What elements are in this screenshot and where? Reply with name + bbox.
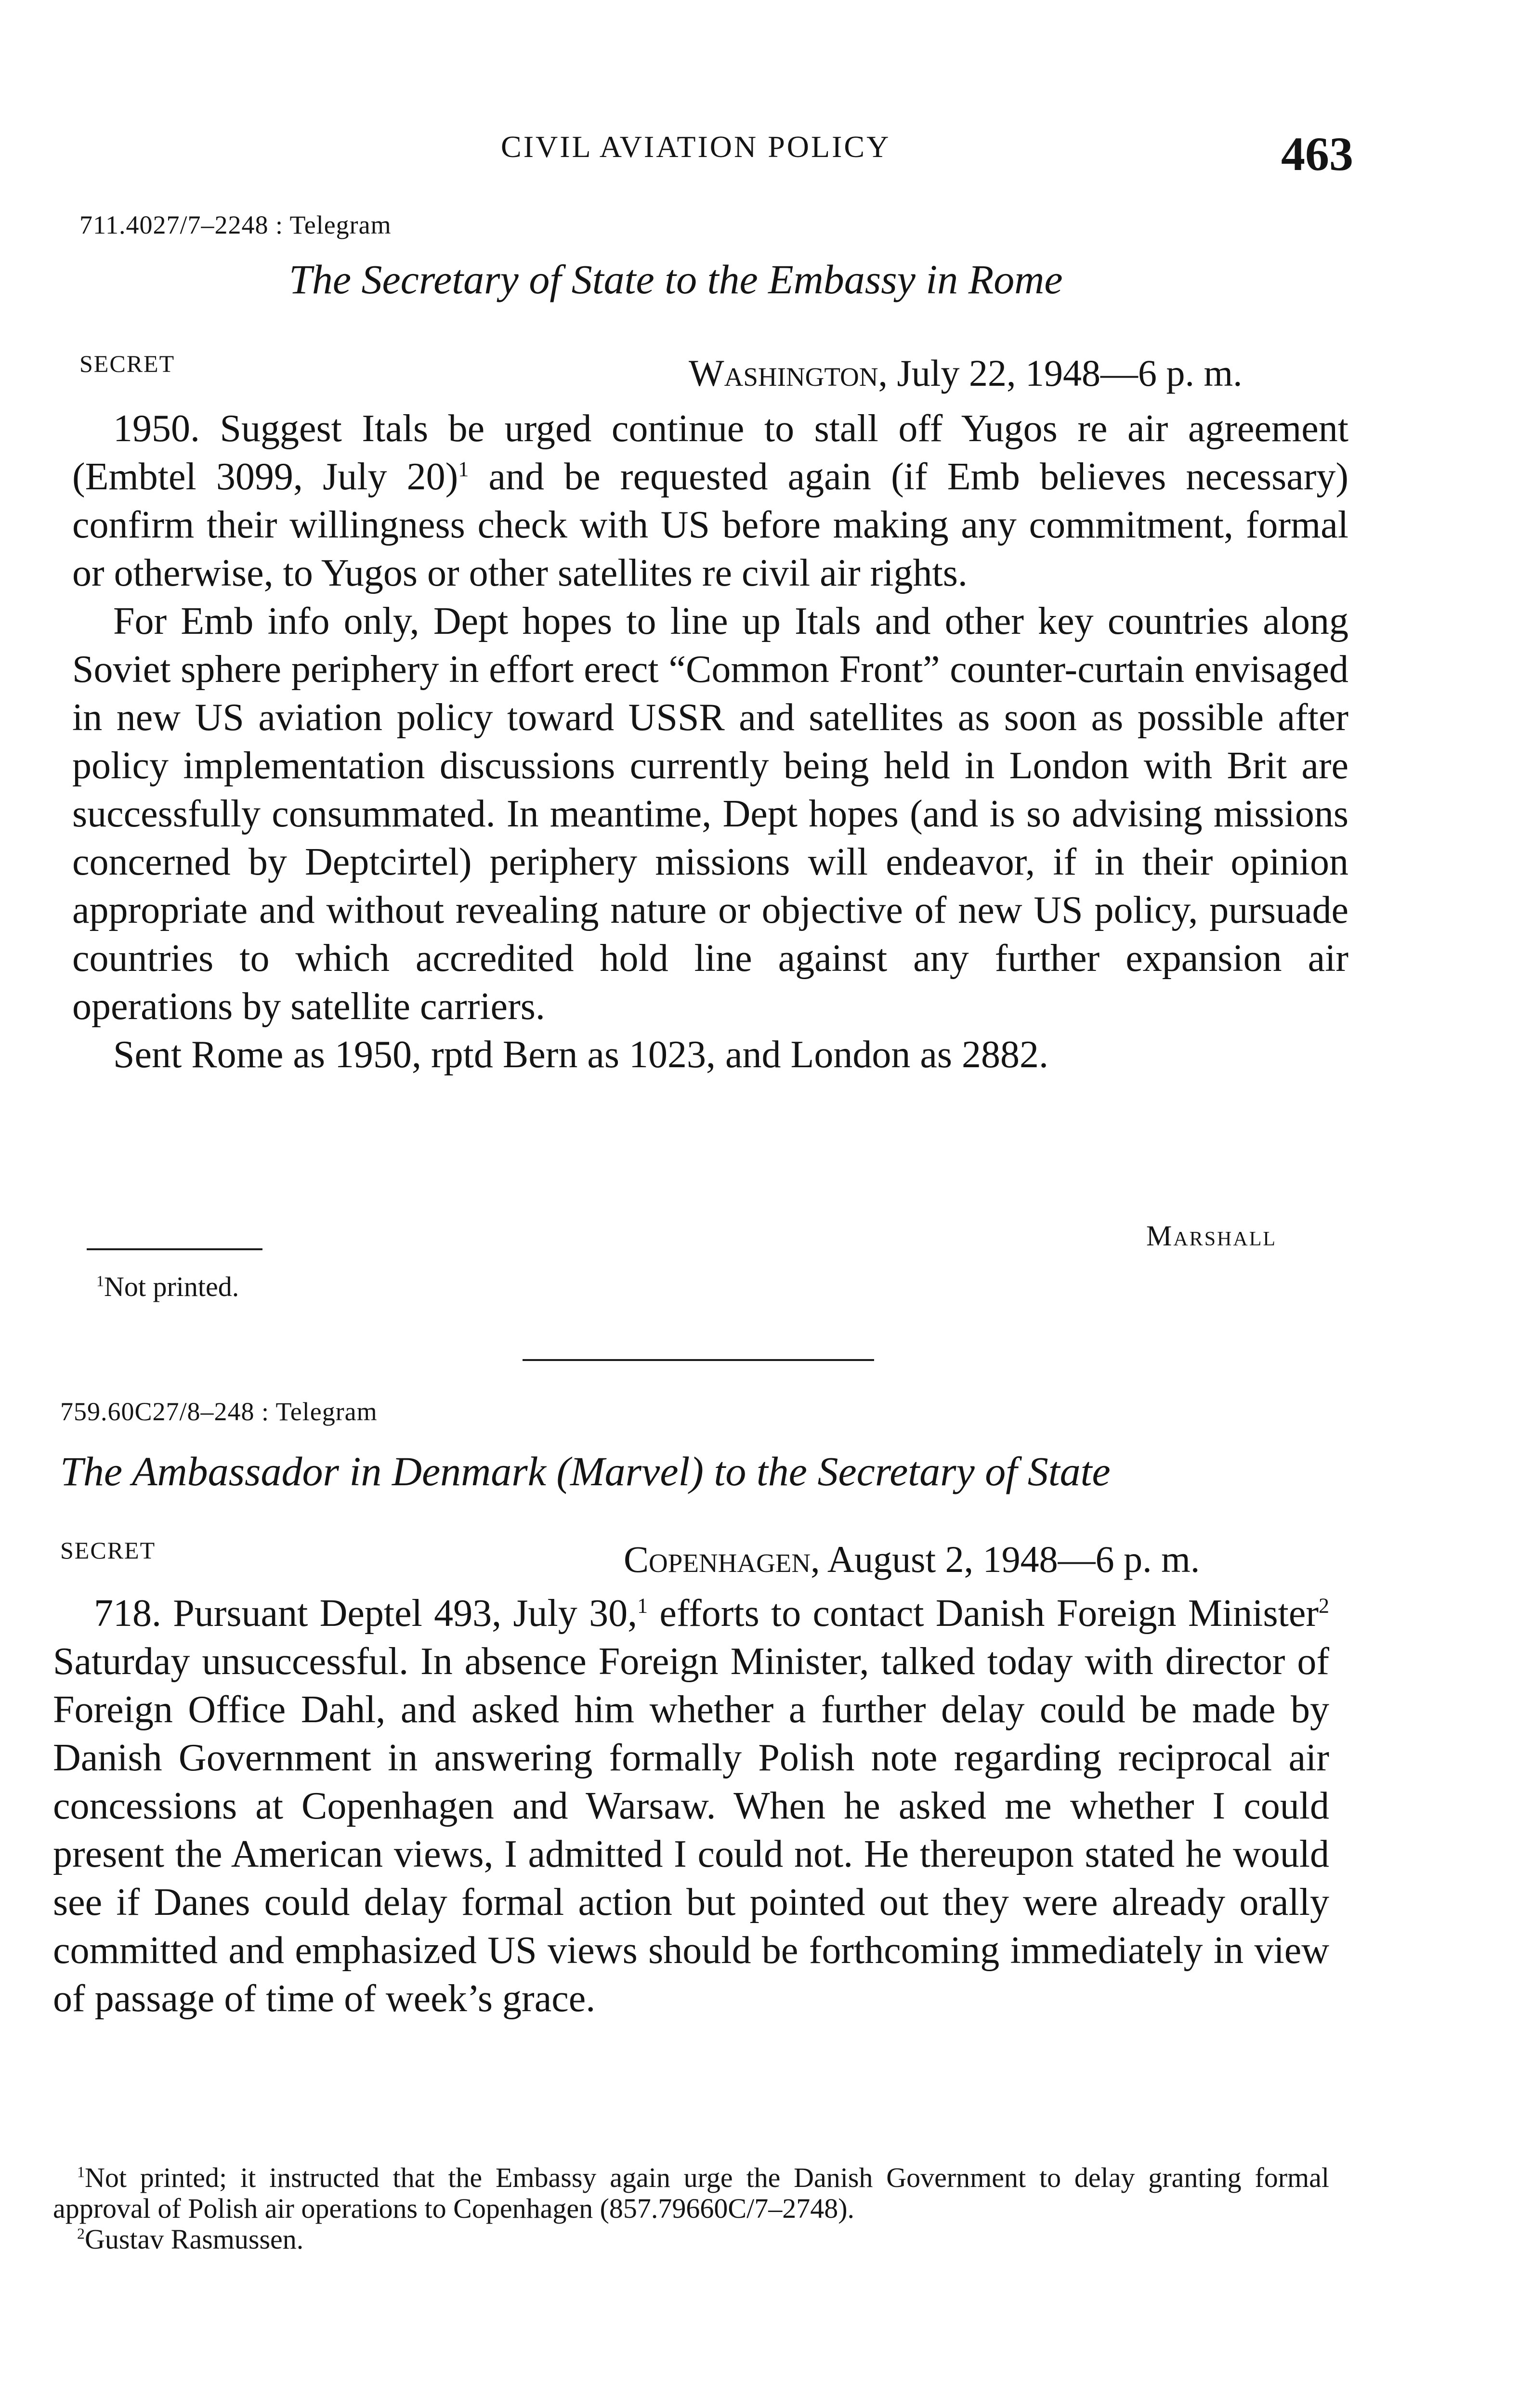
page-number: 463 — [1281, 127, 1353, 181]
doc1-title: The Secretary of State to the Embassy in Rome — [289, 256, 1063, 302]
doc1-paragraph-2: For Emb info only, Dept hopes to line up Itals and other key countries along Soviet sphere periphery in effort erect “Common Front” counter-curtain envisaged in new US aviation policy toward USSR and satellites as soon as possible after policy implementation discussions currently being held in London with Brit are successfully consummated. In meantime, Dept hopes (and is so advising missions concerned by Deptcirtel) periphery missions will endeavor, if in their opinion appropriate and without revealing nature or objective of new US policy, pursuade countries to which accredited hold line against any further expansion air operations by satellite carriers. — [72, 600, 1348, 1028]
doc2-body — [53, 1589, 1329, 2023]
doc2-place: Copenhagen — [624, 1538, 811, 1580]
doc2-title: The Ambassador in Denmark (Marvel) to the Secretary of State — [60, 1448, 1111, 1494]
section-divider — [523, 1359, 874, 1361]
doc1-date: , July 22, 1948—6 p. m. — [878, 352, 1243, 394]
doc1-footnote-1: $^1$Not printed. — [96, 1271, 239, 1302]
doc2-paragraph-1: 718. Pursuant Deptel 493, July 30,$^1$ efforts to contact Danish Foreign Minister$^2$ Saturday unsuccessful. In absence Foreign Minister, talked today with director of Foreign Office Dahl, and asked him whether a further delay could be made by Danish Government in answering formally Polish note regarding reciprocal air concessions at Copenhagen and Warsaw. When he asked me whether I could present the American views, I admitted I could not. He thereupon stated he would see if Danes could delay formal action but pointed out they were already orally committed and emphasized US views should be forthcoming immediately in view of passage of time of week’s grace. — [53, 1592, 1329, 2020]
doc1-signature: Marshall — [1146, 1220, 1277, 1252]
doc2-classification: SECRET — [60, 1537, 156, 1564]
footnote-divider — [87, 1248, 262, 1250]
footnote-ref-1: 1 — [637, 1594, 648, 1618]
doc1-place-date — [689, 352, 1243, 395]
doc2-place-date — [624, 1538, 1200, 1581]
doc2-file-reference: 759.60C27/8–248 : Telegram — [60, 1397, 378, 1426]
doc1-classification: SECRET — [79, 350, 175, 377]
doc1-paragraph-1: 1950. Suggest Itals be urged continue to stall off Yugos re air agreement (Embtel 3099, July 20)$^1$ and be requested again (if Emb believes necessary) confirm their willingness check with US before making any commitment, formal or otherwise, to Yugos or other satellites re civil air rights. — [72, 407, 1348, 594]
footnote-ref-1: 1 — [458, 457, 469, 481]
footnote-ref-2: 2 — [1319, 1594, 1329, 1618]
doc2-footnote-1: $^1$Not printed; it instructed that the Embassy again urge the Danish Government to delay granting formal approval of Polish air operations to Copenhagen (857.79660C/7–2748). — [53, 2162, 1329, 2224]
doc2-footnote-2: $^2$Gustav Rasmussen. — [77, 2224, 304, 2255]
running-title: CIVIL AVIATION POLICY — [501, 130, 891, 164]
doc2-date: , August 2, 1948—6 p. m. — [811, 1538, 1200, 1580]
doc1-paragraph-3: Sent Rome as 1950, rptd Bern as 1023, and London as 2882. — [113, 1034, 1048, 1076]
doc2-footnotes — [53, 2162, 1329, 2255]
doc1-place: Washington — [689, 352, 878, 394]
doc1-file-reference: 711.4027/7–2248 : Telegram — [79, 210, 392, 239]
doc1-body — [72, 405, 1348, 1079]
